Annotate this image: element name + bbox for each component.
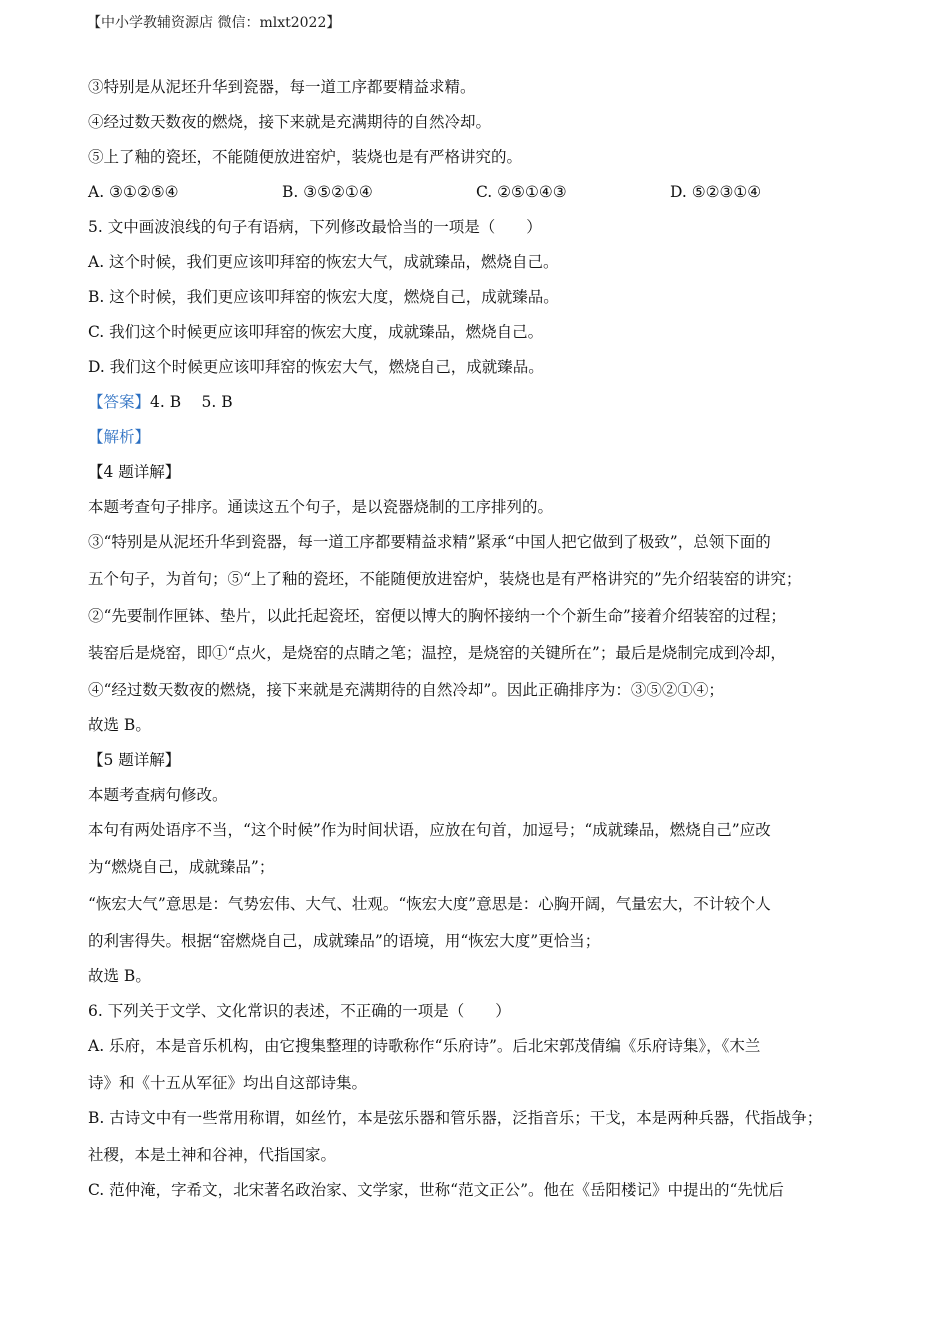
text-line: 诗》和《十五从军征》均出自这部诗集。 (88, 1074, 368, 1092)
text-line: ④经过数天数夜的燃烧，接下来就是充满期待的自然冷却。 (88, 113, 492, 131)
text-line: B. 古诗文中有一些常用称谓，如丝竹，本是弦乐器和管乐器，泛指音乐；干戈，本是两种兵器，代指战争； (88, 1109, 823, 1127)
text-line: 本题考查句子排序。通读这五个句子，是以瓷器烧制的工序排列的。 (88, 498, 554, 516)
q4-option-c: C. ②⑤①④③ (476, 183, 567, 201)
document-body (88, 74, 878, 1212)
q4-option-b: B. ③⑤②①④ (282, 183, 373, 201)
q5-stem: 5. 文中画波浪线的句子有语病，下列修改最恰当的一项是（ ） (88, 218, 542, 236)
text-line: 本题考查病句修改。 (88, 786, 228, 804)
text-line: ③特别是从泥坯升华到瓷器，每一道工序都要精益求精。 (88, 78, 476, 96)
q5-detail-title: 【5 题详解】 (88, 751, 181, 769)
answer-line (88, 389, 878, 424)
q4-options (88, 179, 878, 214)
page-header: 【中小学教辅资源店 微信：mlxt2022】 (87, 15, 341, 31)
q4-detail-title: 【4 题详解】 (88, 463, 181, 481)
q5-option-d: D. 我们这个时候更应该叩拜窑的恢宏大气，燃烧自己，成就臻品。 (88, 358, 544, 376)
text-line: ④“经过数天数夜的燃烧，接下来就是充满期待的自然冷却”。因此正确排序为：③⑤②①④； (88, 681, 724, 699)
text-line: C. 范仲淹，字希文，北宋著名政治家、文学家，世称“范文正公”。他在《岳阳楼记》中提出的“先忧后 (88, 1181, 784, 1199)
q6-stem: 6. 下列关于文学、文化常识的表述，不正确的一项是（ ） (88, 1002, 511, 1020)
analysis-tag: 【解析】 (88, 428, 151, 446)
answer-text: 4. B 5. B (150, 393, 233, 411)
text-line: 的利害得失。根据“窑燃烧自己，成就臻品”的语境，用“恢宏大度”更恰当； (88, 932, 601, 950)
q5-option-b: B. 这个时候，我们更应该叩拜窑的恢宏大度，燃烧自己，成就臻品。 (88, 288, 559, 306)
text-line: 故选 B。 (88, 967, 151, 985)
text-line: 装窑后是烧窑，即①“点火，是烧窑的点睛之笔；温控，是烧窑的关键所在”；最后是烧制完成到冷却， (88, 644, 786, 662)
text-line: ②“先要制作匣钵、垫片，以此托起瓷坯，窑便以博大的胸怀接纳一个个新生命”接着介绍装窑的过程； (88, 607, 786, 625)
q4-option-a: A. ③①②⑤④ (88, 183, 179, 201)
text-line: A. 乐府，本是音乐机构，由它搜集整理的诗歌称作“乐府诗”。后北宋郭茂倩编《乐府诗集》，《木兰 (88, 1037, 761, 1055)
text-line: “恢宏大气”意思是：气势宏伟、大气、壮观。“恢宏大度”意思是：心胸开阔，气量宏大，不计较个人 (88, 895, 771, 913)
text-line: 社稷，本是土神和谷神，代指国家。 (88, 1146, 337, 1164)
text-line: 故选 B。 (88, 716, 151, 734)
q5-option-a: A. 这个时候，我们更应该叩拜窑的恢宏大气，成就臻品，燃烧自己。 (88, 253, 559, 271)
text-line: ⑤上了釉的瓷坯，不能随便放进窑炉，装烧也是有严格讲究的。 (88, 148, 523, 166)
text-line: 本句有两处语序不当，“这个时候”作为时间状语，应放在句首，加逗号；“成就臻品，燃烧自己”应改 (88, 821, 771, 839)
text-line: 五个句子，为首句；⑤“上了釉的瓷坯，不能随便放进窑炉，装烧也是有严格讲究的”先介绍装窑的讲究； (88, 570, 802, 588)
answer-tag: 【答案】 (88, 393, 151, 411)
text-line: ③“特别是从泥坯升华到瓷器，每一道工序都要精益求精”紧承“中国人把它做到了极致”，总领下面的 (88, 533, 771, 551)
q5-option-c: C. 我们这个时候更应该叩拜窑的恢宏大度，成就臻品，燃烧自己。 (88, 323, 544, 341)
text-line: 为“燃烧自己，成就臻品”； (88, 858, 275, 876)
q4-option-d: D. ⑤②③①④ (670, 183, 762, 201)
